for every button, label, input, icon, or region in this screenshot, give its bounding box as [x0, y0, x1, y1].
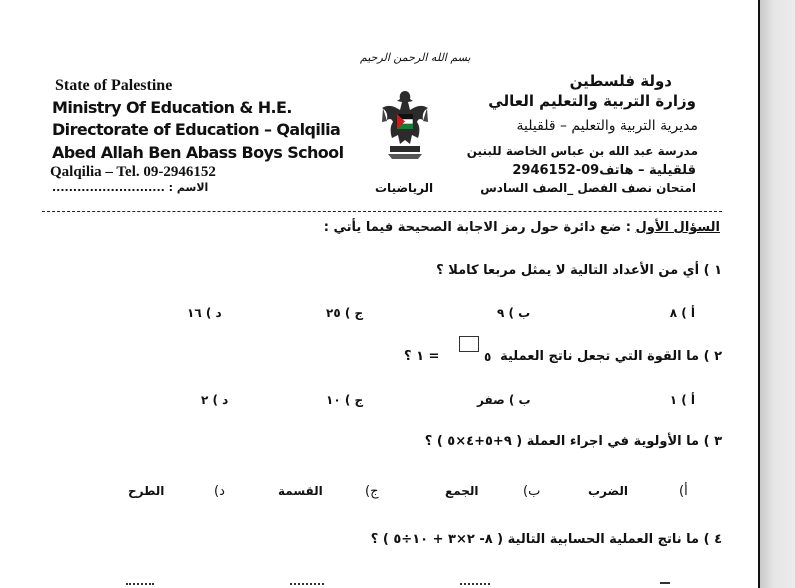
ar-state: دولة فلسطين: [569, 72, 672, 90]
question-1-text: ١ ) أي من الأعداد التالية لا يمثل مربعا كاملا ؟: [436, 263, 722, 278]
en-city-tel: Qalqilia – Tel. 09-2946152: [50, 164, 216, 180]
q1-option-d[interactable]: د ) ١٦: [187, 306, 222, 320]
cut-off-options-row: [120, 580, 700, 588]
q1-option-c[interactable]: ج ) ٢٥: [326, 306, 364, 320]
q1-option-b[interactable]: ب ) ٩: [497, 306, 531, 320]
cut-off-mark: [660, 582, 670, 588]
question-4-text: ٤ ) ما ناتج العملية الحسابية التالية ( ٨- ٢×٣ + ١٠÷٥ ) ؟: [370, 532, 722, 547]
ar-city-tel: قلقيلية – هاتف09-2946152: [512, 163, 696, 178]
ar-school: مدرسة عبد الله بن عباس الخاصة للبنين: [466, 144, 698, 158]
q3-option-c-letter: ج): [365, 484, 379, 499]
ar-directorate: مديرية التربية والتعليم – قلقيلية: [516, 118, 698, 134]
q1-option-a[interactable]: أ ) ٨: [669, 306, 695, 320]
ar-ministry: وزارة التربية والتعليم العالي: [488, 92, 696, 110]
palestine-emblem-icon: [380, 88, 430, 160]
en-state: State of Palestine: [55, 77, 173, 94]
q3-option-b-letter: ب): [523, 484, 541, 499]
basmala: بسم الله الرحمن الرحيم: [360, 51, 471, 64]
cut-off-mark: [460, 583, 490, 588]
q3-option-c[interactable]: القسمة: [278, 484, 323, 498]
student-name-field: الاسم : ...........................: [52, 181, 209, 194]
header-divider: [42, 211, 722, 212]
question-2-text: ٢ ) ما القوة التي تجعل ناتج العملية: [500, 349, 722, 364]
question-3-text: ٣ ) ما الأولوية في اجراء العملة ( ٩+٥+٤×٥ ) ؟: [424, 434, 722, 449]
q3-option-a[interactable]: الضرب: [588, 484, 628, 498]
cut-off-mark: [126, 583, 154, 588]
viewer-background: [760, 0, 795, 588]
q3-option-d-letter: د): [214, 484, 225, 499]
section-heading: [324, 220, 720, 235]
q3-option-b[interactable]: الجمع: [445, 484, 479, 498]
section-title: السؤال الأول: [635, 220, 720, 235]
q2-base: ٥: [484, 350, 492, 364]
subject-label: الرياضيات: [375, 181, 434, 195]
q2-option-b[interactable]: ب ) صفر: [477, 393, 531, 407]
exam-title: امتحان نصف الفصل _الصف السادس: [480, 181, 696, 195]
exponent-blank-box: [459, 336, 479, 352]
q2-option-a[interactable]: أ ) ١: [669, 393, 695, 407]
en-school: Abed Allah Ben Abass Boys School: [52, 143, 344, 162]
q2-option-d[interactable]: د ) ٢: [201, 393, 229, 407]
q3-option-d[interactable]: الطرح: [128, 484, 165, 498]
en-directorate: Directorate of Education – Qalqilia: [52, 120, 341, 139]
section-instruction: : ضع دائرة حول رمز الاجابة الصحيحة فيما يأتي :: [323, 220, 631, 235]
en-ministry: Ministry Of Education & H.E.: [52, 98, 292, 117]
cut-off-mark: [290, 583, 324, 588]
q3-option-a-letter: أ): [679, 484, 688, 499]
q2-tail: = ١ ؟: [404, 349, 440, 364]
q2-option-c[interactable]: ج ) ١٠: [326, 393, 364, 407]
